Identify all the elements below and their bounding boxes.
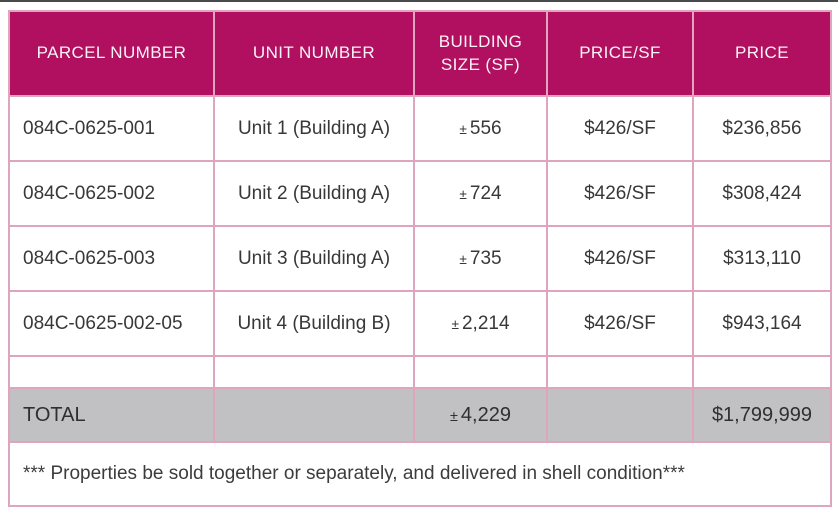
building-size-cell	[414, 291, 547, 356]
building-size-value: 2,214	[461, 312, 510, 334]
footnote-row	[9, 442, 831, 506]
total-building-size-cell	[414, 388, 547, 442]
column-header-unit-number: UNIT NUMBER	[214, 11, 414, 96]
parcel-number-cell: 084C-0625-002-05	[9, 291, 214, 356]
unit-number-cell: Unit 4 (Building B)	[214, 291, 414, 356]
empty-cell	[547, 356, 693, 388]
column-header-price-sf: PRICE/SF	[547, 11, 693, 96]
unit-number-cell: Unit 1 (Building A)	[214, 96, 414, 161]
table-row	[9, 291, 831, 356]
table-row	[9, 96, 831, 161]
building-size-value: 556	[469, 117, 502, 139]
empty-cell	[693, 356, 831, 388]
building-size-cell	[414, 161, 547, 226]
price-cell: $308,424	[693, 161, 831, 226]
total-price-cell: $1,799,999	[693, 388, 831, 442]
empty-spacer-row	[9, 356, 831, 388]
plus-minus-sign: ±	[459, 251, 467, 267]
column-header-building-size: BUILDING SIZE (SF)	[414, 11, 547, 96]
price-cell: $313,110	[693, 226, 831, 291]
parcel-number-cell: 084C-0625-001	[9, 96, 214, 161]
plus-minus-sign: ±	[450, 408, 458, 425]
table-header-row	[9, 11, 831, 96]
price-sf-cell: $426/SF	[547, 161, 693, 226]
top-divider	[0, 0, 838, 2]
total-row	[9, 388, 831, 442]
total-label-cell: TOTAL	[9, 388, 214, 442]
table-row	[9, 161, 831, 226]
empty-cell	[214, 356, 414, 388]
building-size-cell	[414, 96, 547, 161]
unit-number-cell: Unit 3 (Building A)	[214, 226, 414, 291]
parcel-number-cell: 084C-0625-003	[9, 226, 214, 291]
empty-cell	[547, 388, 693, 442]
building-size-cell	[414, 226, 547, 291]
pricing-table	[8, 10, 832, 507]
empty-cell	[214, 388, 414, 442]
unit-number-cell: Unit 2 (Building A)	[214, 161, 414, 226]
plus-minus-sign: ±	[459, 121, 467, 137]
price-cell: $236,856	[693, 96, 831, 161]
price-sf-cell: $426/SF	[547, 291, 693, 356]
pricing-table-container	[8, 10, 830, 507]
building-size-value: 724	[469, 182, 502, 204]
column-header-parcel-number: PARCEL NUMBER	[9, 11, 214, 96]
table-row	[9, 226, 831, 291]
empty-cell	[9, 356, 214, 388]
plus-minus-sign: ±	[459, 186, 467, 202]
footnote-text: *** Properties be sold together or separately, and delivered in shell condition***	[9, 442, 831, 506]
plus-minus-sign: ±	[451, 316, 459, 332]
price-cell: $943,164	[693, 291, 831, 356]
empty-cell	[414, 356, 547, 388]
price-sf-cell: $426/SF	[547, 96, 693, 161]
price-sf-cell: $426/SF	[547, 226, 693, 291]
column-header-price: PRICE	[693, 11, 831, 96]
building-size-value: 735	[469, 247, 502, 269]
parcel-number-cell: 084C-0625-002	[9, 161, 214, 226]
total-size-value: 4,229	[460, 403, 511, 426]
